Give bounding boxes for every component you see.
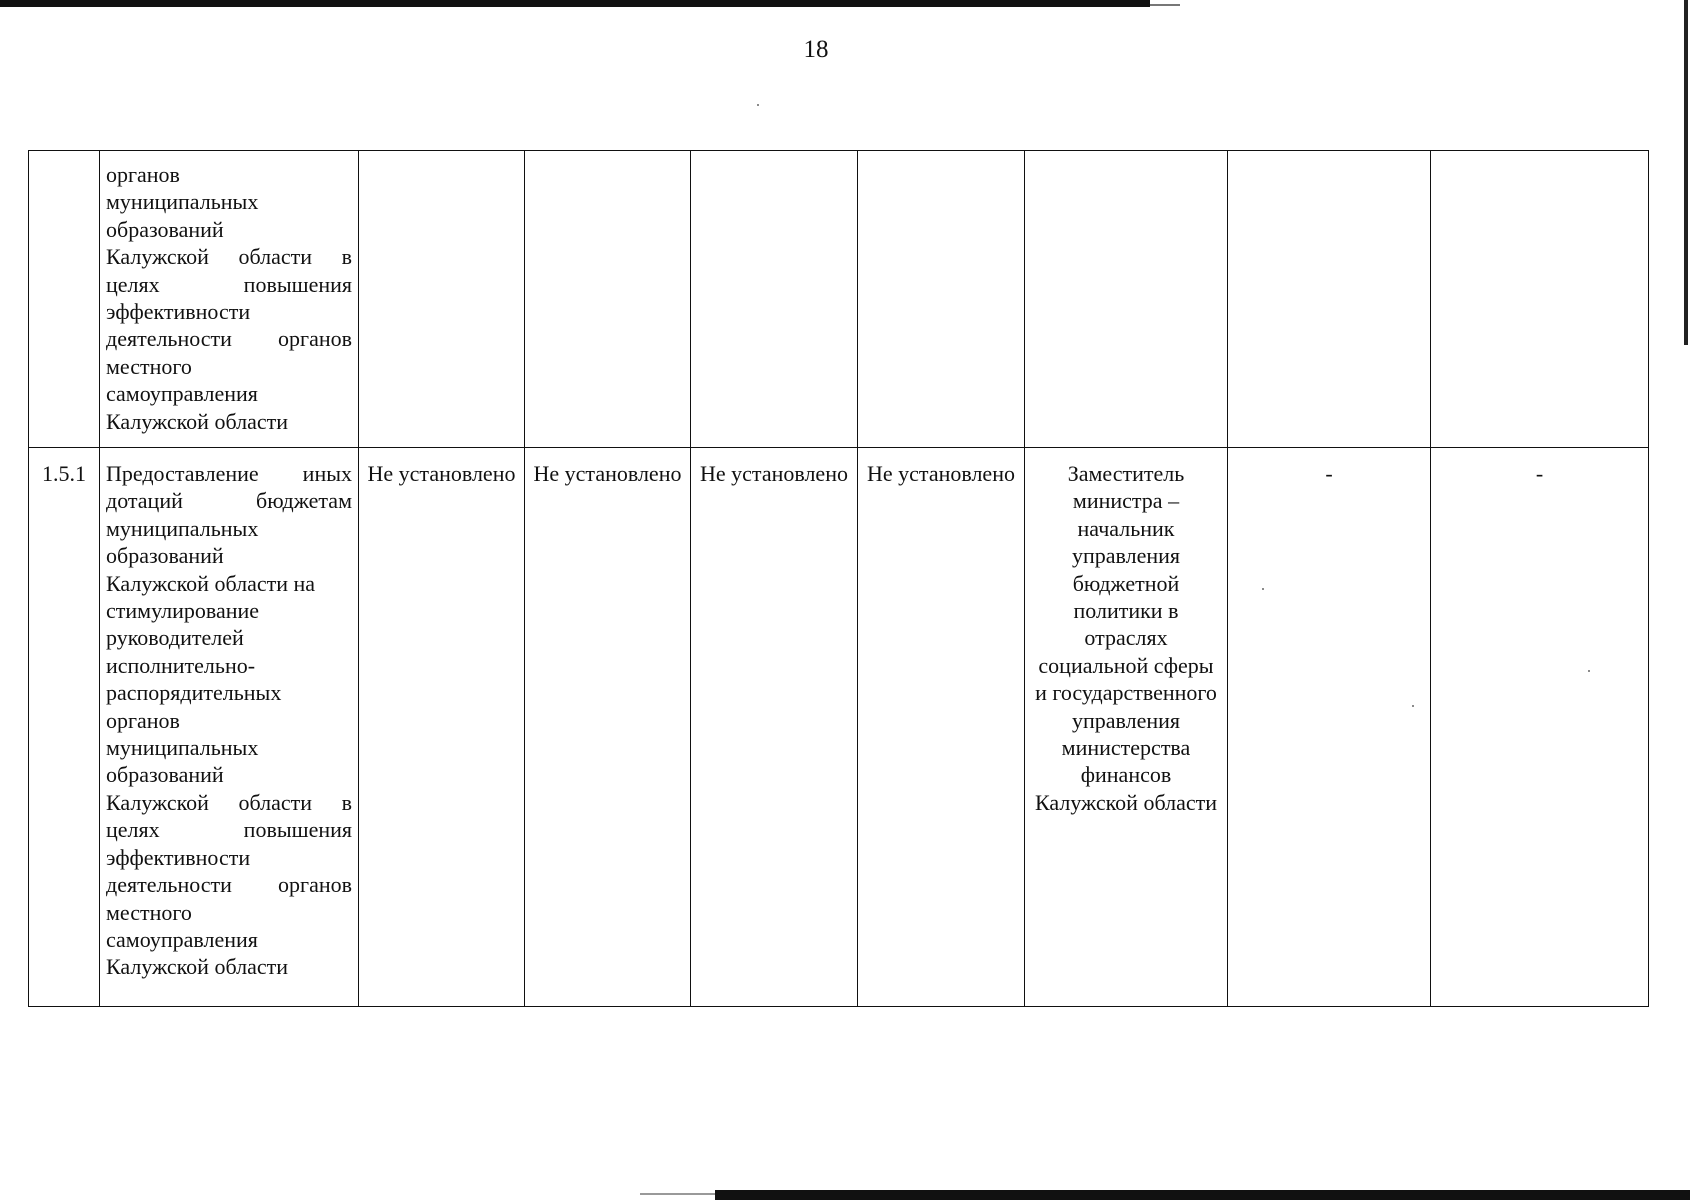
description-line: исполнительно- xyxy=(106,652,256,678)
value-cell: Не установлено xyxy=(858,448,1025,1007)
table-row-continued xyxy=(29,151,1649,448)
description-line: Предоставление иных xyxy=(106,461,352,486)
value-cell: Не установлено xyxy=(691,448,858,1007)
description-line: самоуправления xyxy=(106,381,258,407)
description-line: самоуправления xyxy=(106,926,258,952)
column-9-cell: - xyxy=(1431,448,1649,1007)
description-line: руководителей xyxy=(106,625,244,651)
description-line: целях повышения xyxy=(106,817,352,843)
description-line: муниципальных xyxy=(106,515,259,541)
table-row-1-5-1 xyxy=(29,448,1649,1007)
responsible-cell xyxy=(1025,151,1228,448)
row-description-cell xyxy=(100,448,359,1007)
value-cell: Не установлено xyxy=(525,448,691,1007)
scan-border-top-fade xyxy=(1150,4,1180,6)
document-table xyxy=(28,150,1649,1007)
row-number-cell: 1.5.1 xyxy=(29,448,100,1007)
scan-border-top xyxy=(0,0,1150,7)
responsible-cell: Заместитель министра – начальник управления бюджетной политики в отраслях социальной сферы и государственного управления министерства финансов Калужской области xyxy=(1025,448,1228,1007)
description-line: эффективности xyxy=(106,844,251,870)
description-line: Калужской области в xyxy=(106,789,352,815)
scan-speck xyxy=(757,104,759,106)
page-number: 18 xyxy=(803,36,829,63)
row-number-cell xyxy=(29,151,100,448)
scan-border-right xyxy=(1684,0,1688,345)
description-line: образований xyxy=(106,762,224,788)
description-line: Калужской области xyxy=(106,954,288,980)
description-line: стимулирование xyxy=(106,598,260,624)
description-line: Калужской области на xyxy=(106,570,316,596)
column-8-cell: - xyxy=(1228,448,1431,1007)
column-8-cell xyxy=(1228,151,1431,448)
description-line: целях повышения xyxy=(106,271,352,297)
scan-border-bottom-fade xyxy=(640,1193,715,1195)
description-line: распорядительных xyxy=(106,680,282,706)
value-cell: Не установлено xyxy=(359,448,525,1007)
description-line: местного xyxy=(106,353,192,379)
description-line: деятельности органов xyxy=(106,326,352,352)
description-line: местного xyxy=(106,899,192,925)
description-line: органов xyxy=(106,162,180,187)
value-cell xyxy=(691,151,858,448)
row-description-cell xyxy=(100,151,359,448)
value-cell xyxy=(525,151,691,448)
value-cell xyxy=(858,151,1025,448)
description-line: муниципальных xyxy=(106,735,259,761)
description-line: дотаций бюджетам xyxy=(106,488,352,514)
description-line: Калужской области в xyxy=(106,244,352,270)
description-line: органов xyxy=(106,707,180,733)
description-line: муниципальных xyxy=(106,189,259,215)
description-line: образований xyxy=(106,216,224,242)
description-line: деятельности органов xyxy=(106,872,352,898)
scan-border-bottom xyxy=(715,1190,1690,1200)
description-line: эффективности xyxy=(106,299,251,325)
description-line: Калужской области xyxy=(106,408,288,434)
value-cell xyxy=(359,151,525,448)
column-9-cell xyxy=(1431,151,1649,448)
description-line: образований xyxy=(106,543,224,569)
